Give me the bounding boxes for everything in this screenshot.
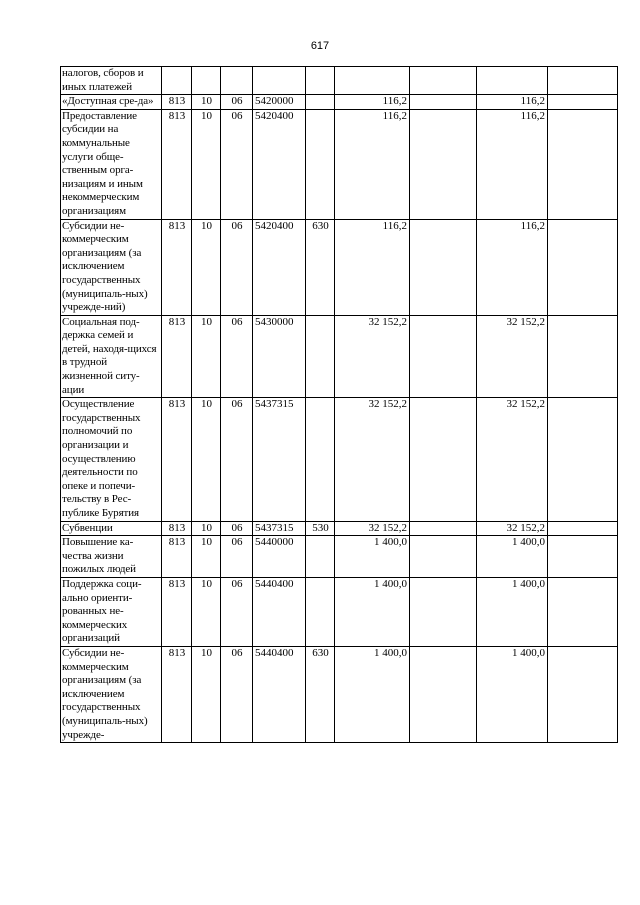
cell-extra bbox=[410, 67, 477, 95]
row-name: Социальная под-держка семей и детей, находя-щихся в трудной жизненной ситу-ации bbox=[61, 315, 162, 398]
cell-expense-type bbox=[306, 95, 335, 110]
cell-expense-type bbox=[306, 109, 335, 219]
table-row bbox=[61, 315, 618, 398]
table-row bbox=[61, 67, 618, 95]
cell-subsection: 06 bbox=[221, 521, 253, 536]
cell-last bbox=[548, 646, 618, 742]
cell-target: 5437315 bbox=[253, 398, 306, 521]
cell-last bbox=[548, 67, 618, 95]
cell-total: 116,2 bbox=[477, 219, 548, 315]
cell-amount: 116,2 bbox=[335, 109, 410, 219]
cell-section: 10 bbox=[192, 646, 221, 742]
cell-subsection: 06 bbox=[221, 398, 253, 521]
page-number: 617 bbox=[310, 40, 330, 52]
cell-section: 10 bbox=[192, 536, 221, 578]
cell-extra bbox=[410, 646, 477, 742]
table-row bbox=[61, 398, 618, 521]
cell-expense-type: 630 bbox=[306, 646, 335, 742]
cell-last bbox=[548, 521, 618, 536]
cell-ministry: 813 bbox=[162, 646, 192, 742]
cell-expense-type bbox=[306, 398, 335, 521]
cell-last bbox=[548, 577, 618, 646]
cell-expense-type bbox=[306, 577, 335, 646]
cell-extra bbox=[410, 219, 477, 315]
cell-subsection bbox=[221, 67, 253, 95]
cell-expense-type bbox=[306, 536, 335, 578]
cell-target: 5440400 bbox=[253, 646, 306, 742]
table-row bbox=[61, 521, 618, 536]
cell-amount: 1 400,0 bbox=[335, 646, 410, 742]
cell-expense-type bbox=[306, 315, 335, 398]
cell-section: 10 bbox=[192, 109, 221, 219]
cell-total: 32 152,2 bbox=[477, 521, 548, 536]
cell-total: 1 400,0 bbox=[477, 577, 548, 646]
cell-ministry: 813 bbox=[162, 315, 192, 398]
cell-target: 5440000 bbox=[253, 536, 306, 578]
cell-target: 5420400 bbox=[253, 109, 306, 219]
cell-total: 116,2 bbox=[477, 109, 548, 219]
table-row bbox=[61, 95, 618, 110]
cell-ministry: 813 bbox=[162, 398, 192, 521]
budget-table-body bbox=[61, 67, 618, 743]
cell-amount: 32 152,2 bbox=[335, 521, 410, 536]
cell-extra bbox=[410, 577, 477, 646]
cell-ministry: 813 bbox=[162, 109, 192, 219]
table-row bbox=[61, 577, 618, 646]
cell-total: 116,2 bbox=[477, 95, 548, 110]
cell-extra bbox=[410, 95, 477, 110]
row-name: «Доступная сре-да» bbox=[61, 95, 162, 110]
cell-extra bbox=[410, 521, 477, 536]
row-name: Субсидии не-коммерческим организациям (за исключением государственных (муниципаль-ных) учрежде- bbox=[61, 646, 162, 742]
cell-last bbox=[548, 315, 618, 398]
cell-last bbox=[548, 398, 618, 521]
cell-extra bbox=[410, 398, 477, 521]
table-row bbox=[61, 536, 618, 578]
cell-ministry: 813 bbox=[162, 219, 192, 315]
cell-target: 5420400 bbox=[253, 219, 306, 315]
cell-expense-type: 530 bbox=[306, 521, 335, 536]
table-row bbox=[61, 109, 618, 219]
cell-expense-type bbox=[306, 67, 335, 95]
cell-section: 10 bbox=[192, 315, 221, 398]
cell-total: 1 400,0 bbox=[477, 536, 548, 578]
cell-subsection: 06 bbox=[221, 577, 253, 646]
cell-ministry bbox=[162, 67, 192, 95]
cell-target bbox=[253, 67, 306, 95]
row-name: Субсидии не-коммерческим организациям (за исключением государственных (муниципаль-ных) учрежде-ний) bbox=[61, 219, 162, 315]
cell-section: 10 bbox=[192, 95, 221, 110]
cell-total bbox=[477, 67, 548, 95]
cell-section: 10 bbox=[192, 577, 221, 646]
cell-subsection: 06 bbox=[221, 219, 253, 315]
cell-ministry: 813 bbox=[162, 536, 192, 578]
cell-amount bbox=[335, 67, 410, 95]
cell-subsection: 06 bbox=[221, 646, 253, 742]
cell-section bbox=[192, 67, 221, 95]
cell-ministry: 813 bbox=[162, 521, 192, 536]
cell-amount: 32 152,2 bbox=[335, 398, 410, 521]
row-name: Субвенции bbox=[61, 521, 162, 536]
cell-total: 32 152,2 bbox=[477, 398, 548, 521]
cell-amount: 1 400,0 bbox=[335, 536, 410, 578]
cell-section: 10 bbox=[192, 219, 221, 315]
cell-total: 1 400,0 bbox=[477, 646, 548, 742]
budget-table bbox=[60, 66, 618, 743]
cell-extra bbox=[410, 315, 477, 398]
cell-last bbox=[548, 95, 618, 110]
cell-subsection: 06 bbox=[221, 95, 253, 110]
cell-ministry: 813 bbox=[162, 95, 192, 110]
cell-total: 32 152,2 bbox=[477, 315, 548, 398]
cell-target: 5437315 bbox=[253, 521, 306, 536]
cell-last bbox=[548, 109, 618, 219]
cell-target: 5430000 bbox=[253, 315, 306, 398]
cell-extra bbox=[410, 109, 477, 219]
cell-ministry: 813 bbox=[162, 577, 192, 646]
cell-last bbox=[548, 219, 618, 315]
row-name: Поддержка соци-ально ориенти-рованных не-коммерческих организаций bbox=[61, 577, 162, 646]
row-name: Осуществление государственных полномочий по организации и осуществлению деятельности по опеке и попечи-тельству в Рес-публике Бурятия bbox=[61, 398, 162, 521]
cell-amount: 116,2 bbox=[335, 95, 410, 110]
cell-amount: 32 152,2 bbox=[335, 315, 410, 398]
cell-section: 10 bbox=[192, 521, 221, 536]
cell-amount: 1 400,0 bbox=[335, 577, 410, 646]
cell-subsection: 06 bbox=[221, 109, 253, 219]
cell-last bbox=[548, 536, 618, 578]
cell-expense-type: 630 bbox=[306, 219, 335, 315]
table-row bbox=[61, 646, 618, 742]
cell-subsection: 06 bbox=[221, 315, 253, 398]
row-name: налогов, сборов и иных платежей bbox=[61, 67, 162, 95]
cell-section: 10 bbox=[192, 398, 221, 521]
row-name: Повышение ка-чества жизни пожилых людей bbox=[61, 536, 162, 578]
cell-subsection: 06 bbox=[221, 536, 253, 578]
cell-target: 5440400 bbox=[253, 577, 306, 646]
cell-extra bbox=[410, 536, 477, 578]
table-row bbox=[61, 219, 618, 315]
cell-amount: 116,2 bbox=[335, 219, 410, 315]
row-name: Предоставление субсидии на коммунальные услуги обще-ственным орга-низациям и иным некоммерческим организациям bbox=[61, 109, 162, 219]
cell-target: 5420000 bbox=[253, 95, 306, 110]
